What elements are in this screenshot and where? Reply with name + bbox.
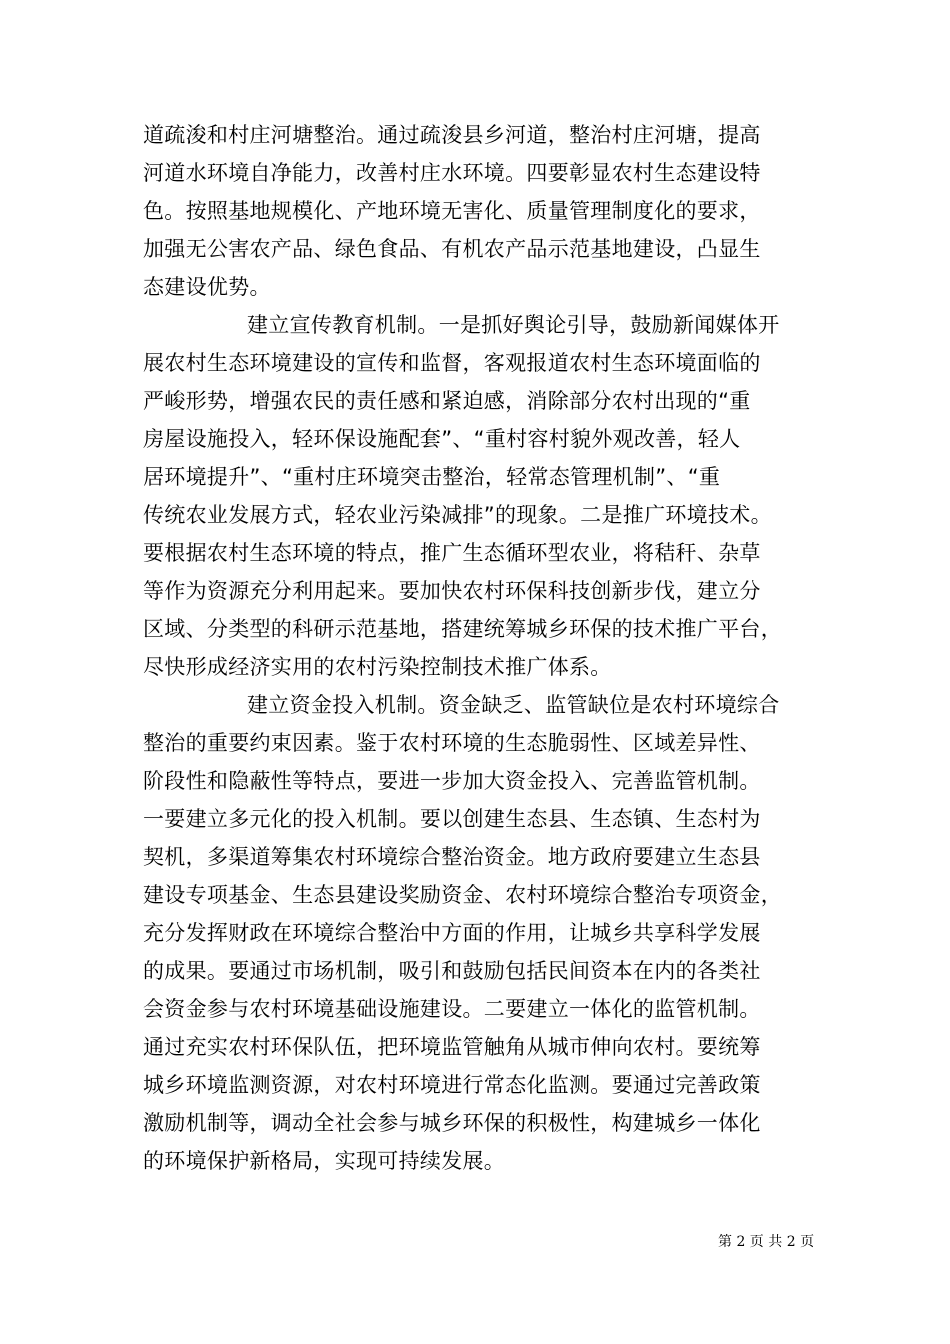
paragraph-1-line: 道疏浚和村庄河塘整治。通过疏浚县乡河道，整治村庄河塘，提高: [143, 123, 761, 147]
paragraph-2-line: 严峻形势，增强农民的责任感和紧迫感，消除部分农村出现的“重: [143, 389, 751, 413]
paragraph-2-line: 要根据农村生态环境的特点，推广生态循环型农业，将秸秆、杂草: [143, 541, 761, 565]
paragraph-1-line: 河道水环境自净能力，改善村庄水环境。四要彰显农村生态建设特: [143, 161, 761, 185]
paragraph-3-line: 建设专项基金、生态县建设奖励资金、农村环境综合整治专项资金，: [143, 883, 782, 907]
paragraph-3-line: 城乡环境监测资源，对农村环境进行常态化监测。要通过完善政策: [143, 1073, 761, 1097]
paragraph-3-line: 的成果。要通过市场机制，吸引和鼓励包括民间资本在内的各类社: [143, 959, 761, 983]
paragraph-2-line: 建立宣传教育机制。一是抓好舆论引导，鼓励新闻媒体开: [247, 313, 780, 337]
paragraph-3-line: 充分发挥财政在环境综合整治中方面的作用，让城乡共享科学发展: [143, 921, 761, 945]
paragraph-2-line: 等作为资源充分利用起来。要加快农村环保科技创新步伐，建立分: [143, 579, 761, 603]
paragraph-2-line: 区域、分类型的科研示范基地，搭建统筹城乡环保的技术推广平台，: [143, 617, 782, 641]
paragraph-3-line: 整治的重要约束因素。鉴于农村环境的生态脆弱性、区域差异性、: [143, 731, 761, 755]
paragraph-2-line: 尽快形成经济实用的农村污染控制技术推广体系。: [143, 655, 612, 679]
paragraph-3-line: 契机，多渠道筹集农村环境综合整治资金。地方政府要建立生态县: [143, 845, 761, 869]
paragraph-2-line: 居环境提升”、“重村庄环境突击整治，轻常态管理机制”、“重: [143, 465, 721, 489]
paragraph-2-line: 房屋设施投入，轻环保设施配套”、“重村容村貌外观改善，轻人: [143, 427, 741, 451]
paragraph-3-line: 激励机制等，调动全社会参与城乡环保的积极性，构建城乡一体化: [143, 1111, 761, 1135]
paragraph-2-line: 传统农业发展方式，轻农业污染减排”的现象。二是推广环境技术。: [143, 503, 772, 527]
paragraph-3-line: 的环境保护新格局，实现可持续发展。: [143, 1149, 506, 1173]
paragraph-3-line: 阶段性和隐蔽性等特点，要进一步加大资金投入、完善监管机制。: [143, 769, 761, 793]
page-number-footer: 第 2 页 共 2 页: [718, 1234, 815, 1250]
paragraph-3-line: 会资金参与农村环境基础设施建设。二要建立一体化的监管机制。: [143, 997, 761, 1021]
paragraph-2-line: 展农村生态环境建设的宣传和监督，客观报道农村生态环境面临的: [143, 351, 761, 375]
paragraph-1-line: 加强无公害农产品、绿色食品、有机农产品示范基地建设，凸显生: [143, 237, 761, 261]
paragraph-3-line: 通过充实农村环保队伍，把环境监管触角从城市伸向农村。要统筹: [143, 1035, 761, 1059]
paragraph-1-line: 态建设优势。: [143, 275, 271, 299]
paragraph-1-line: 色。按照基地规模化、产地环境无害化、质量管理制度化的要求，: [143, 199, 761, 223]
paragraph-3-line: 建立资金投入机制。资金缺乏、监管缺位是农村环境综合: [247, 693, 780, 717]
paragraph-3-line: 一要建立多元化的投入机制。要以创建生态县、生态镇、生态村为: [143, 807, 761, 831]
